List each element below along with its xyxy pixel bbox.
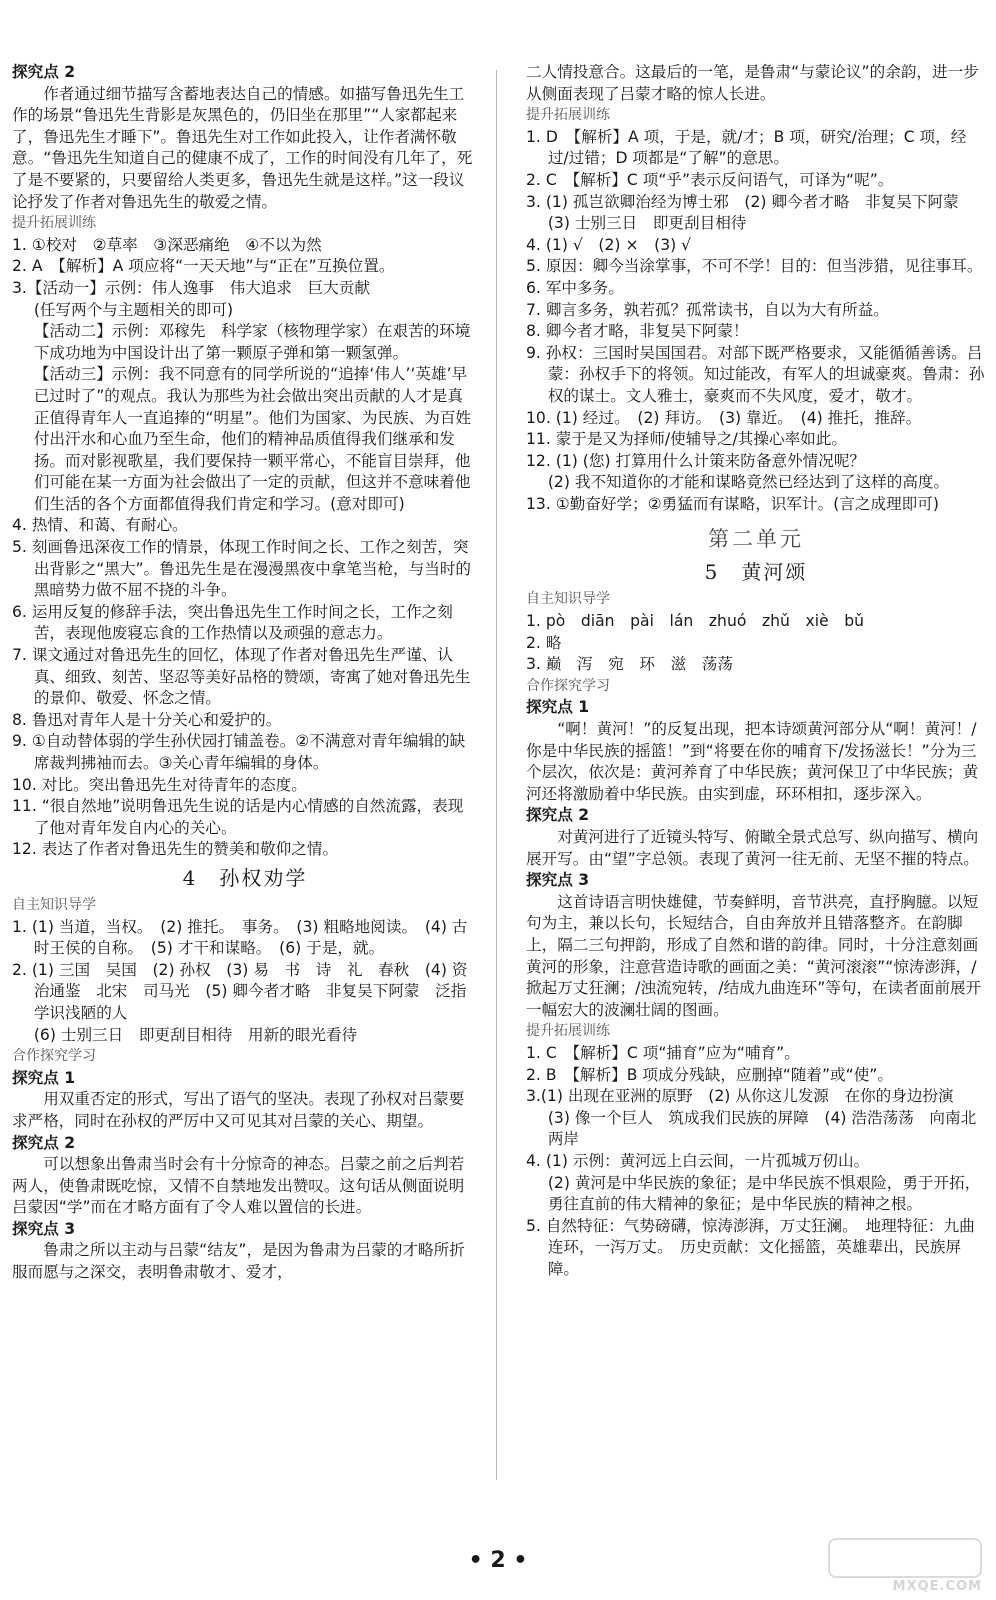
answer-item: 12. (1) (您) 打算用什么计策来防备意外情况呢？: [526, 451, 866, 470]
watermark-badge-icon: [828, 1538, 982, 1578]
answer-item: 13. ①勤奋好学；②勇猛而有谋略，识军计。(言之成理即可): [526, 494, 939, 513]
subsection-label: 合作探究学习: [12, 1048, 96, 1065]
answer-item: 5. 原因：卿今当涂掌事，不可不学！目的：但当涉猎，见往事耳。: [526, 257, 983, 276]
subsection-label: 自主知识导学: [526, 591, 610, 608]
answer-item: 1. C 【解析】C 项“捕育”应为“哺育”。: [526, 1043, 800, 1062]
answer-item: 3.【活动一】示例：伟人逸事 伟大追求 巨大贡献: [12, 278, 370, 297]
answer-continuation: 【活动二】示例：邓稼先 科学家（核物理学家）在艰苦的环境下成功地为中国设计出了第一颗原子弹和第一颗氢弹。: [33, 322, 471, 362]
answer-item: 5. 刻画鲁迅深夜工作的情景，体现工作时间之长、工作之刻苦，突出背影之“黑大”。鲁迅先生是在漫漫黑夜中拿笔当枪，与当时的黑暗势力做不屈不挠的斗争。: [12, 538, 472, 600]
body-paragraph: 可以想象出鲁肃当时会有十分惊奇的神态。吕蒙之前之后判若两人，使鲁肃既吃惊，又情不自禁地发出赞叹。这句话从侧面说明吕蒙因“学”而在才略方面有了令人难以置信的长进。: [12, 1155, 465, 1217]
subsection-label: 合作探究学习: [526, 677, 610, 694]
answer-item: 3. (1) 孤岂欲卿治经为博士邪 (2) 卿今者才略 非复吴下阿蒙 (3) 士别三日 即更刮目相待: [526, 192, 975, 233]
answer-item: 10. 对比。突出鲁迅先生对待青年的态度。: [12, 775, 307, 794]
answer-item: 3.(1) 出现在亚洲的原野 (2) 从你这儿发源 在你的身边扮演 (3) 像一个巨人 筑成我们民族的屏障 (4) 浩浩荡荡 向南北两岸: [526, 1087, 977, 1149]
section-heading: 探究点 3: [526, 871, 590, 890]
section-heading: 探究点 1: [526, 698, 590, 717]
section-heading: 探究点 2: [12, 1133, 76, 1152]
answer-continuation: 【活动三】示例：我不同意有的同学所说的“追捧‘伟人’‘英雄’早已过时了”的观点。我认为那些为社会做出突出贡献的人才是真正值得青年人一直追捧的“明星”。他们为国家、为民族、为百姓付出汗水和心血乃至生命，他们的精神品质值得我们继承和发扬。而对影视歌星，我们要保持一颗平常心，不能盲目崇拜，他们可能在某一方面为社会做出了一定的贡献，但这并不意味着他们生活的各个方面都值得我们肯定和学习。(意对即可): [33, 365, 472, 513]
body-paragraph: 用双重否定的形式，写出了语气的坚决。表现了孙权对吕蒙要求严格，同时在孙权的严厉中又可见其对吕蒙的关心、期望。: [12, 1090, 465, 1130]
answer-item: 8. 卿今者才略，非复吴下阿蒙！: [526, 322, 749, 341]
answer-item: 6. 运用反复的修辞手法，突出鲁迅先生工作时间之长，工作之刻苦，表现他废寝忘食的工作热情以及顽强的意志力。: [12, 602, 453, 643]
column-divider: [496, 70, 497, 1480]
answer-continuation: (2) 我不知道你的才能和谋略竟然已经达到了这样的高度。: [547, 473, 950, 492]
answer-item: 2. (1) 三国 吴国 (2) 孙权 (3) 易 书 诗 礼 春秋 (4) 资治通鉴 北宋 司马光 (5) 卿今者才略 非复吴下阿蒙 泛指学识浅陋的人: [12, 960, 468, 1022]
answer-item: 2. 略: [526, 633, 562, 652]
watermark-logo: [832, 1538, 982, 1594]
answer-item: 2. C 【解析】C 项“乎”表示反问语气，可译为“呢”。: [526, 170, 894, 189]
answer-item: 1. (1) 当道，当权。 (2) 推托。 事务。 (3) 粗略地阅读。 (4) 古时王侯的自称。 (5) 才干和谋略。 (6) 于是，就。: [12, 917, 468, 958]
answer-item: 11. 蒙于是又为择师/使辅导之/其操心率如此。: [526, 430, 847, 449]
answer-item: 1. ①校对 ②草率 ③深恶痛绝 ④不以为然: [12, 235, 322, 254]
right-column: [526, 62, 986, 1280]
body-paragraph: 鲁肃之所以主动与吕蒙“结友”，是因为鲁肃为吕蒙的才略所折服而愿与之深交，表明鲁肃敬才、爱才，: [12, 1241, 465, 1282]
answer-item: 12. 表达了作者对鲁迅先生的赞美和敬仰之情。: [12, 840, 339, 859]
answer-item: 7. 课文通过对鲁迅先生的回忆，体现了作者对鲁迅先生严谨、认真、细致、刻苦、坚忍等美好品格的赞颂，寄寓了她对鲁迅先生的景仰、敬爱、怀念之情。: [12, 646, 471, 708]
answer-item: 9. 孙权：三国时吴国国君。对部下既严格要求，又能循循善诱。吕蒙：孙权手下的将领。知过能改，有军人的坦诚豪爽。鲁肃：孙权的谋士。文人雅士，豪爽而不失风度，爱才，敬才。: [526, 343, 985, 405]
unit-title: 第二单元: [708, 527, 804, 552]
section-heading: 探究点 1: [12, 1068, 76, 1087]
subsection-label: 提升拓展训练: [526, 1023, 610, 1040]
answer-item: 10. (1) 经过。 (2) 拜访。 (3) 靠近。 (4) 推托，推辞。: [526, 408, 922, 427]
answer-item: 9. ①自动替体弱的学生孙伏园打铺盖卷。②不满意对青年编辑的缺席裁判拂袖而去。③关心青年编辑的身体。: [12, 732, 466, 772]
answer-continuation: (任写两个与主题相关的即可): [33, 300, 234, 319]
subsection-label: 自主知识导学: [12, 896, 96, 913]
answer-continuation: (6) 士别三日 即更刮目相待 用新的眼光看待: [33, 1025, 358, 1044]
page-number: • 2 •: [468, 1548, 528, 1573]
answer-item: 11. “很自然地”说明鲁迅先生说的话是内心情感的自然流露，表现了他对青年发自内心的关心。: [12, 797, 464, 837]
subsection-label: 提升拓展训练: [12, 215, 96, 232]
body-paragraph: 对黄河进行了近镜头特写、俯瞰全景式总写、纵向描写、横向展开写。由“望”字总领。表现了黄河一往无前、无坚不摧的特点。: [526, 828, 979, 868]
left-column: [12, 62, 478, 1284]
answer-item: 1. pò diān pài lán zhuó zhǔ xiè bǔ: [526, 612, 865, 631]
body-paragraph: 作者通过细节描写含蓄地表达自己的情感。如描写鲁迅先生工作的场景“鲁迅先生背影是灰黑色的，仍旧坐在那里”“人家都起来了，鲁迅先生才睡下”。鲁迅先生对工作如此投入，让作者满怀敬意。“鲁迅先生知道自己的健康不成了，工作的时间没有几年了，死了是不要紧的，只要留给人类更多，鲁迅先生就是这样。”这一段议论抒发了作者对鲁迅先生的敬爱之情。: [12, 84, 473, 211]
subsection-label: 提升拓展训练: [526, 107, 610, 124]
body-paragraph: 这首诗语言明快雄健，节奏鲜明，音节洪亮，直抒胸臆。以短句为主，兼以长句，长短结合，自由奔放并且错落整齐。在韵脚上，隔二三句押韵，形成了自然和谐的韵律。同时，十分注意刻画黄河的形象，注意营造诗歌的画面之美：“黄河滚滚”“惊涛澎湃，/掀起万丈狂澜；/浊流宛转，/结成九曲连环”等句，在读者面前展开一幅宏大的波澜壮阔的图画。: [526, 892, 982, 1019]
watermark-text: MXQE.COM: [892, 1579, 982, 1594]
answer-item: 4. 热情、和蔼、有耐心。: [12, 516, 188, 535]
section-heading: 探究点 2: [12, 63, 76, 81]
answer-item: 1. D 【解析】A 项，于是，就/才；B 项，研究/治理；C 项，经过/过错；D 项都是“了解”的意思。: [526, 127, 967, 168]
answer-item: 2. A 【解析】A 项应将“一天天地”与“正在”互换位置。: [12, 257, 395, 276]
section-heading: 探究点 2: [526, 806, 590, 825]
section-heading: 探究点 3: [12, 1219, 76, 1238]
answer-item: 4. (1) √ (2) × (3) √: [526, 235, 692, 254]
lesson-title: 5 黄河颂: [704, 560, 808, 585]
answer-item: 5. 自然特征：气势磅礴，惊涛澎湃，万丈狂澜。 地理特征：九曲连环，一泻万丈。 历史贡献：文化摇篮，英雄辈出，民族屏障。: [526, 1216, 975, 1278]
answer-item: 3. 巅 泻 宛 环 滋 荡荡: [526, 655, 733, 674]
answer-item: 7. 卿言多务，孰若孤？孤常读书，自以为大有所益。: [526, 300, 889, 319]
body-paragraph: “啊！黄河！”的反复出现，把本诗颂黄河部分从“啊！黄河！/你是中华民族的摇篮！”到“将要在你的哺育下/发扬滋长！”分为三个层次，依次是：黄河养育了中华民族；黄河保卫了中华民族；黄河还将激励着中华民族。由实到虚，环环相扣，逐步深入。: [526, 720, 979, 803]
answer-item: 6. 军中多务。: [526, 278, 624, 297]
answer-item: 2. B 【解析】B 项成分残缺，应删掉“随着”或“使”。: [526, 1065, 893, 1084]
body-paragraph: 二人情投意合。这最后的一笔，是鲁肃“与蒙论议”的余韵，进一步从侧面表现了吕蒙才略的惊人长进。: [526, 63, 979, 103]
answer-continuation: (2) 黄河是中华民族的象征；是中华民族不惧艰险，勇于开拓，勇往直前的伟大精神的象征；是中华民族的精神之根。: [547, 1173, 981, 1214]
answer-item: 8. 鲁迅对青年人是十分关心和爱护的。: [12, 710, 282, 729]
answer-item: 4. (1) 示例：黄河远上白云间，一片孤城万仞山。: [526, 1151, 870, 1170]
lesson-title: 4 孙权劝学: [182, 865, 308, 890]
